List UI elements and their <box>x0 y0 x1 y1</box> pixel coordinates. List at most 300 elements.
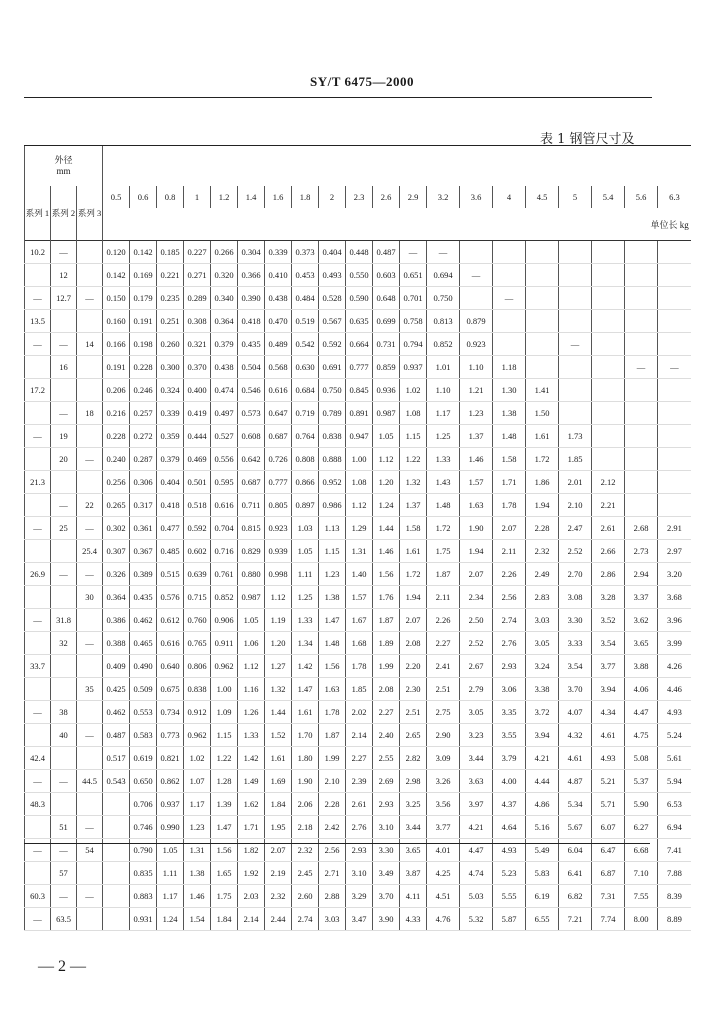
mass-cell: 0.179 <box>130 287 157 310</box>
mass-cell: 0.794 <box>400 333 427 356</box>
series-3-cell <box>77 701 103 724</box>
mass-cell: 4.21 <box>526 747 559 770</box>
mass-cell: 3.94 <box>526 724 559 747</box>
mass-cell: 0.773 <box>157 724 184 747</box>
mass-cell: 0.150 <box>103 287 130 310</box>
mass-cell: 2.51 <box>400 701 427 724</box>
series-1-cell: — <box>25 701 51 724</box>
mass-cell: 1.70 <box>292 724 319 747</box>
series-1-cell <box>25 816 51 839</box>
mass-cell: 0.287 <box>130 448 157 471</box>
mass-cell: 6.68 <box>625 839 658 862</box>
mass-cell: 7.74 <box>592 908 625 931</box>
mass-cell: 2.49 <box>526 563 559 586</box>
mass-cell: 0.256 <box>103 471 130 494</box>
mass-cell: 0.379 <box>157 448 184 471</box>
mass-cell <box>658 402 691 425</box>
mass-cell: 0.379 <box>211 333 238 356</box>
mass-cell: 1.85 <box>346 678 373 701</box>
mass-cell: 3.08 <box>559 586 592 609</box>
mass-cell: 0.509 <box>130 678 157 701</box>
mass-cell: 0.453 <box>292 264 319 287</box>
table-row <box>25 839 691 862</box>
mass-cell: 0.711 <box>238 494 265 517</box>
mass-cell <box>625 448 658 471</box>
mass-cell: 1.84 <box>265 793 292 816</box>
outer-diameter-label: 外径 <box>54 155 73 165</box>
mass-cell: 0.815 <box>238 517 265 540</box>
mass-cell: 2.90 <box>427 724 460 747</box>
series-3-cell <box>77 908 103 931</box>
mass-cell: 1.56 <box>373 563 400 586</box>
mass-cell: 3.72 <box>526 701 559 724</box>
mass-cell: 0.198 <box>130 333 157 356</box>
series-3-cell: — <box>77 287 103 310</box>
mass-cell: 2.28 <box>319 793 346 816</box>
series-1-cell: — <box>25 908 51 931</box>
mass-cell: 0.519 <box>292 310 319 333</box>
mass-cell: 1.57 <box>460 471 493 494</box>
mass-cell: 2.14 <box>346 724 373 747</box>
mass-cell: 0.750 <box>427 287 460 310</box>
mass-cell: 0.845 <box>346 379 373 402</box>
mass-cell: 5.32 <box>460 908 493 931</box>
mass-cell: 2.19 <box>265 862 292 885</box>
mass-cell: 4.87 <box>559 770 592 793</box>
mass-cell: 0.386 <box>103 609 130 632</box>
mass-cell: 0.746 <box>130 816 157 839</box>
mass-cell: 1.25 <box>292 586 319 609</box>
mass-cell: 0.567 <box>319 310 346 333</box>
mass-cell: 0.409 <box>103 655 130 678</box>
mass-cell: 1.61 <box>265 747 292 770</box>
mass-cell: 0.789 <box>319 402 346 425</box>
mass-cell: 1.34 <box>292 632 319 655</box>
mass-cell: 1.17 <box>157 885 184 908</box>
mass-cell: 2.45 <box>292 862 319 885</box>
mass-cell: 0.838 <box>319 425 346 448</box>
mass-cell: 0.235 <box>157 287 184 310</box>
mass-cell: 1.22 <box>211 747 238 770</box>
mass-cell: 2.07 <box>493 517 526 540</box>
mass-cell: 0.321 <box>184 333 211 356</box>
mass-cell: 5.71 <box>592 793 625 816</box>
table-row <box>25 885 691 908</box>
mass-cell: 0.470 <box>265 310 292 333</box>
mass-cell: 1.27 <box>265 655 292 678</box>
mass-cell: 4.75 <box>625 724 658 747</box>
mass-cell: 0.490 <box>130 655 157 678</box>
mass-cell: 0.603 <box>373 264 400 287</box>
mass-cell: 0.880 <box>238 563 265 586</box>
mass-cell: 3.25 <box>400 793 427 816</box>
wall-thickness-header: 2.3 <box>346 186 373 208</box>
series-1-cell: 10.2 <box>25 241 51 264</box>
mass-cell: 4.64 <box>493 816 526 839</box>
mass-cell <box>526 287 559 310</box>
mass-cell: 1.15 <box>400 425 427 448</box>
mass-cell: 1.48 <box>319 632 346 655</box>
mass-cell <box>103 885 130 908</box>
mass-cell: 0.553 <box>130 701 157 724</box>
mass-cell: 0.962 <box>184 724 211 747</box>
series-1-cell: 21.3 <box>25 471 51 494</box>
mass-cell: 1.99 <box>373 655 400 678</box>
mass-cell: 4.01 <box>427 839 460 862</box>
mass-cell: 0.726 <box>265 448 292 471</box>
mass-cell: 0.595 <box>211 471 238 494</box>
series-1-cell <box>25 264 51 287</box>
mass-cell: 2.02 <box>346 701 373 724</box>
mass-cell: 0.777 <box>265 471 292 494</box>
series-1-cell <box>25 494 51 517</box>
mass-cell: — <box>559 333 592 356</box>
mass-cell: 1.42 <box>292 655 319 678</box>
mass-cell: 0.435 <box>130 586 157 609</box>
mass-cell: 0.556 <box>211 448 238 471</box>
series-2-cell: — <box>51 241 77 264</box>
mass-cell: 1.84 <box>211 908 238 931</box>
mass-cell: 2.52 <box>559 540 592 563</box>
mass-cell <box>592 310 625 333</box>
mass-cell: 1.47 <box>319 609 346 632</box>
mass-cell <box>592 402 625 425</box>
series-3-cell <box>77 425 103 448</box>
series-3-cell: — <box>77 816 103 839</box>
mass-cell: 0.866 <box>292 471 319 494</box>
mass-cell: 0.635 <box>346 310 373 333</box>
mass-cell: 1.05 <box>157 839 184 862</box>
mass-cell: 1.32 <box>265 678 292 701</box>
mass-cell: 0.608 <box>238 425 265 448</box>
mass-cell: 2.61 <box>592 517 625 540</box>
mass-cell: 0.838 <box>184 678 211 701</box>
mass-cell <box>559 402 592 425</box>
mass-cell: 3.20 <box>658 563 691 586</box>
mass-cell: 2.30 <box>400 678 427 701</box>
mass-cell: — <box>427 241 460 264</box>
mass-cell: 1.12 <box>346 494 373 517</box>
table-row <box>25 379 691 402</box>
mass-cell: 0.438 <box>265 287 292 310</box>
series-2-cell: — <box>51 885 77 908</box>
mass-cell: 0.265 <box>103 494 130 517</box>
mass-cell: 3.30 <box>373 839 400 862</box>
mass-cell: 0.216 <box>103 402 130 425</box>
mass-cell <box>103 839 130 862</box>
series-1-cell: 26.9 <box>25 563 51 586</box>
mass-cell: 0.651 <box>400 264 427 287</box>
mass-cell: 1.47 <box>292 678 319 701</box>
mass-cell <box>526 241 559 264</box>
wall-thickness-header: 1.2 <box>211 186 238 208</box>
wall-thickness-header: 0.8 <box>157 186 184 208</box>
mass-cell: 0.515 <box>157 563 184 586</box>
table-row <box>25 862 691 885</box>
mass-cell: 1.43 <box>427 471 460 494</box>
mass-cell: 1.61 <box>292 701 319 724</box>
mass-cell: 3.28 <box>592 586 625 609</box>
mass-cell: 1.72 <box>427 517 460 540</box>
series-2-cell: 57 <box>51 862 77 885</box>
mass-cell: 0.986 <box>319 494 346 517</box>
mass-cell: 1.41 <box>526 379 559 402</box>
mass-cell: 1.47 <box>211 816 238 839</box>
mass-cell: 2.03 <box>238 885 265 908</box>
mass-cell: 0.642 <box>238 448 265 471</box>
mass-cell <box>103 793 130 816</box>
mass-cell: 6.19 <box>526 885 559 908</box>
mass-cell: 3.88 <box>625 655 658 678</box>
mass-cell: 1.46 <box>460 448 493 471</box>
series-2-cell: 38 <box>51 701 77 724</box>
mass-cell: 2.14 <box>238 908 265 931</box>
series-2-cell <box>51 540 77 563</box>
mass-cell: 1.95 <box>265 816 292 839</box>
mass-cell: 0.435 <box>238 333 265 356</box>
mass-cell: 2.73 <box>625 540 658 563</box>
mass-cell: 0.987 <box>238 586 265 609</box>
mass-cell: 1.38 <box>493 402 526 425</box>
mass-cell: 3.77 <box>592 655 625 678</box>
mass-cell: 0.706 <box>130 793 157 816</box>
mass-cell <box>526 264 559 287</box>
mass-cell: 1.40 <box>346 563 373 586</box>
mass-cell: 0.911 <box>211 632 238 655</box>
header-row-outer-diameter <box>25 146 691 187</box>
table-row <box>25 287 691 310</box>
mass-cell: 0.691 <box>319 356 346 379</box>
mass-cell: 0.191 <box>130 310 157 333</box>
table-row <box>25 264 691 287</box>
mass-cell: 0.650 <box>130 770 157 793</box>
mass-cell: 3.97 <box>460 793 493 816</box>
mass-cell: 0.602 <box>184 540 211 563</box>
mass-cell: 0.404 <box>319 241 346 264</box>
mass-cell: 0.758 <box>400 310 427 333</box>
mass-cell: 0.501 <box>184 471 211 494</box>
mass-cell: 3.94 <box>592 678 625 701</box>
mass-cell: 0.897 <box>292 494 319 517</box>
series-2-cell <box>51 678 77 701</box>
mass-cell: 1.48 <box>427 494 460 517</box>
mass-cell: 3.05 <box>526 632 559 655</box>
mass-cell: 0.937 <box>400 356 427 379</box>
mass-cell: 3.05 <box>460 701 493 724</box>
mass-cell: 0.640 <box>157 655 184 678</box>
mass-cell: 2.27 <box>373 701 400 724</box>
mass-cell: 4.61 <box>559 747 592 770</box>
mass-cell: 0.228 <box>103 425 130 448</box>
mass-cell: 2.51 <box>427 678 460 701</box>
series-3-cell <box>77 793 103 816</box>
mass-cell: 1.87 <box>319 724 346 747</box>
mass-cell <box>559 356 592 379</box>
mass-cell: 1.05 <box>292 540 319 563</box>
mass-cell: 2.71 <box>319 862 346 885</box>
mass-cell: 1.02 <box>184 747 211 770</box>
mass-cell: 0.962 <box>211 655 238 678</box>
series-2-cell: — <box>51 563 77 586</box>
mass-cell <box>658 425 691 448</box>
mass-cell: 0.808 <box>292 448 319 471</box>
wall-thickness-header: 3.6 <box>460 186 493 208</box>
mass-cell: 0.160 <box>103 310 130 333</box>
mass-cell: 1.71 <box>493 471 526 494</box>
mass-cell: 1.99 <box>319 747 346 770</box>
mass-cell: 2.32 <box>265 885 292 908</box>
mass-cell: 2.82 <box>400 747 427 770</box>
mass-cell: 2.07 <box>265 839 292 862</box>
mass-cell: 1.08 <box>400 402 427 425</box>
mass-cell: 0.418 <box>157 494 184 517</box>
mass-cell: 2.42 <box>319 816 346 839</box>
mass-cell: 1.16 <box>238 678 265 701</box>
mass-cell <box>493 310 526 333</box>
mass-cell: 2.61 <box>346 793 373 816</box>
mass-cell <box>625 425 658 448</box>
series-2-cell <box>51 310 77 333</box>
mass-cell: 1.76 <box>373 586 400 609</box>
mass-cell: 1.22 <box>400 448 427 471</box>
mass-cell: 3.44 <box>400 816 427 839</box>
mass-cell: 4.86 <box>526 793 559 816</box>
mass-cell: 2.10 <box>319 770 346 793</box>
table-body <box>25 146 691 931</box>
mass-cell: 0.592 <box>319 333 346 356</box>
mass-cell: 2.74 <box>292 908 319 931</box>
mass-cell <box>658 471 691 494</box>
mass-cell: 0.260 <box>157 333 184 356</box>
series-1-cell <box>25 678 51 701</box>
mass-cell: 2.69 <box>373 770 400 793</box>
mass-cell: 2.44 <box>265 908 292 931</box>
series-2-cell: — <box>51 839 77 862</box>
series-2-cell: 12.7 <box>51 287 77 310</box>
mass-cell <box>592 448 625 471</box>
series-1-cell: 60.3 <box>25 885 51 908</box>
mass-cell <box>625 241 658 264</box>
mass-cell: 1.86 <box>526 471 559 494</box>
mass-cell: 0.731 <box>373 333 400 356</box>
series-2-cell <box>51 793 77 816</box>
mass-cell: 0.185 <box>157 241 184 264</box>
mass-cell: 0.419 <box>184 402 211 425</box>
mass-cell: 2.50 <box>460 609 493 632</box>
mass-cell: 0.366 <box>238 264 265 287</box>
mass-cell: 0.546 <box>238 379 265 402</box>
mass-cell: 1.06 <box>238 632 265 655</box>
mass-cell: 0.438 <box>211 356 238 379</box>
mass-cell: 5.87 <box>493 908 526 931</box>
mass-cell: 1.31 <box>184 839 211 862</box>
mass-cell <box>103 862 130 885</box>
mass-cell: 1.61 <box>526 425 559 448</box>
table-row <box>25 448 691 471</box>
mass-cell: 5.34 <box>559 793 592 816</box>
mass-cell: 0.120 <box>103 241 130 264</box>
mass-cell <box>625 402 658 425</box>
mass-cell: 1.54 <box>184 908 211 931</box>
mass-cell: 2.93 <box>373 793 400 816</box>
mass-cell: 0.487 <box>373 241 400 264</box>
mass-cell: 1.23 <box>184 816 211 839</box>
pipe-dimension-table <box>24 145 691 931</box>
mass-cell: 0.616 <box>157 632 184 655</box>
mass-cell: 4.93 <box>658 701 691 724</box>
series-3-cell: 22 <box>77 494 103 517</box>
mass-cell: 1.29 <box>346 517 373 540</box>
mass-cell: 1.15 <box>319 540 346 563</box>
series-3-cell <box>77 356 103 379</box>
mass-cell: 0.619 <box>130 747 157 770</box>
mass-cell: 0.862 <box>157 770 184 793</box>
wall-thickness-header: 5.4 <box>592 186 625 208</box>
mass-cell: 0.616 <box>265 379 292 402</box>
mass-cell: 7.10 <box>625 862 658 885</box>
mass-cell: 3.70 <box>559 678 592 701</box>
mass-cell <box>625 379 658 402</box>
mass-cell: 1.12 <box>238 655 265 678</box>
mass-cell: 4.44 <box>526 770 559 793</box>
header-rule <box>24 97 652 98</box>
mass-cell: 1.10 <box>460 356 493 379</box>
mass-cell: 0.715 <box>184 586 211 609</box>
mass-cell: 0.400 <box>184 379 211 402</box>
mass-cell: 4.33 <box>400 908 427 931</box>
mass-cell <box>625 494 658 517</box>
mass-cell: 1.56 <box>211 839 238 862</box>
table-caption: 表 1 钢管尺寸及 <box>540 132 635 147</box>
mass-cell: 1.75 <box>427 540 460 563</box>
mass-cell: 5.90 <box>625 793 658 816</box>
table-row <box>25 816 691 839</box>
mass-cell: 2.91 <box>658 517 691 540</box>
mass-cell: 0.639 <box>184 563 211 586</box>
mass-cell: 2.70 <box>559 563 592 586</box>
series-1-cell <box>25 724 51 747</box>
mass-cell <box>592 264 625 287</box>
series-2-cell: 20 <box>51 448 77 471</box>
mass-cell: 0.302 <box>103 517 130 540</box>
mass-cell: 3.37 <box>625 586 658 609</box>
series-1-cell: 33.7 <box>25 655 51 678</box>
mass-cell: 0.364 <box>211 310 238 333</box>
mass-cell: 1.87 <box>427 563 460 586</box>
mass-cell: 0.694 <box>427 264 460 287</box>
mass-cell: 3.63 <box>460 770 493 793</box>
mass-cell: 2.76 <box>346 816 373 839</box>
mass-cell <box>559 379 592 402</box>
mass-cell: 1.25 <box>427 425 460 448</box>
table-row <box>25 333 691 356</box>
mass-cell: 0.648 <box>373 287 400 310</box>
mass-cell: 2.32 <box>292 839 319 862</box>
mass-cell: 0.272 <box>130 425 157 448</box>
mass-cell: 0.142 <box>130 241 157 264</box>
mass-cell <box>625 310 658 333</box>
mass-cell: 0.240 <box>103 448 130 471</box>
mass-cell: 0.576 <box>157 586 184 609</box>
mass-cell: 3.70 <box>373 885 400 908</box>
series-1-cell: 13.5 <box>25 310 51 333</box>
mass-cell: 5.55 <box>493 885 526 908</box>
series-3-cell <box>77 241 103 264</box>
mass-cell: 0.829 <box>238 540 265 563</box>
table-row <box>25 425 691 448</box>
mass-cell: 0.465 <box>130 632 157 655</box>
mass-cell: 1.23 <box>460 402 493 425</box>
